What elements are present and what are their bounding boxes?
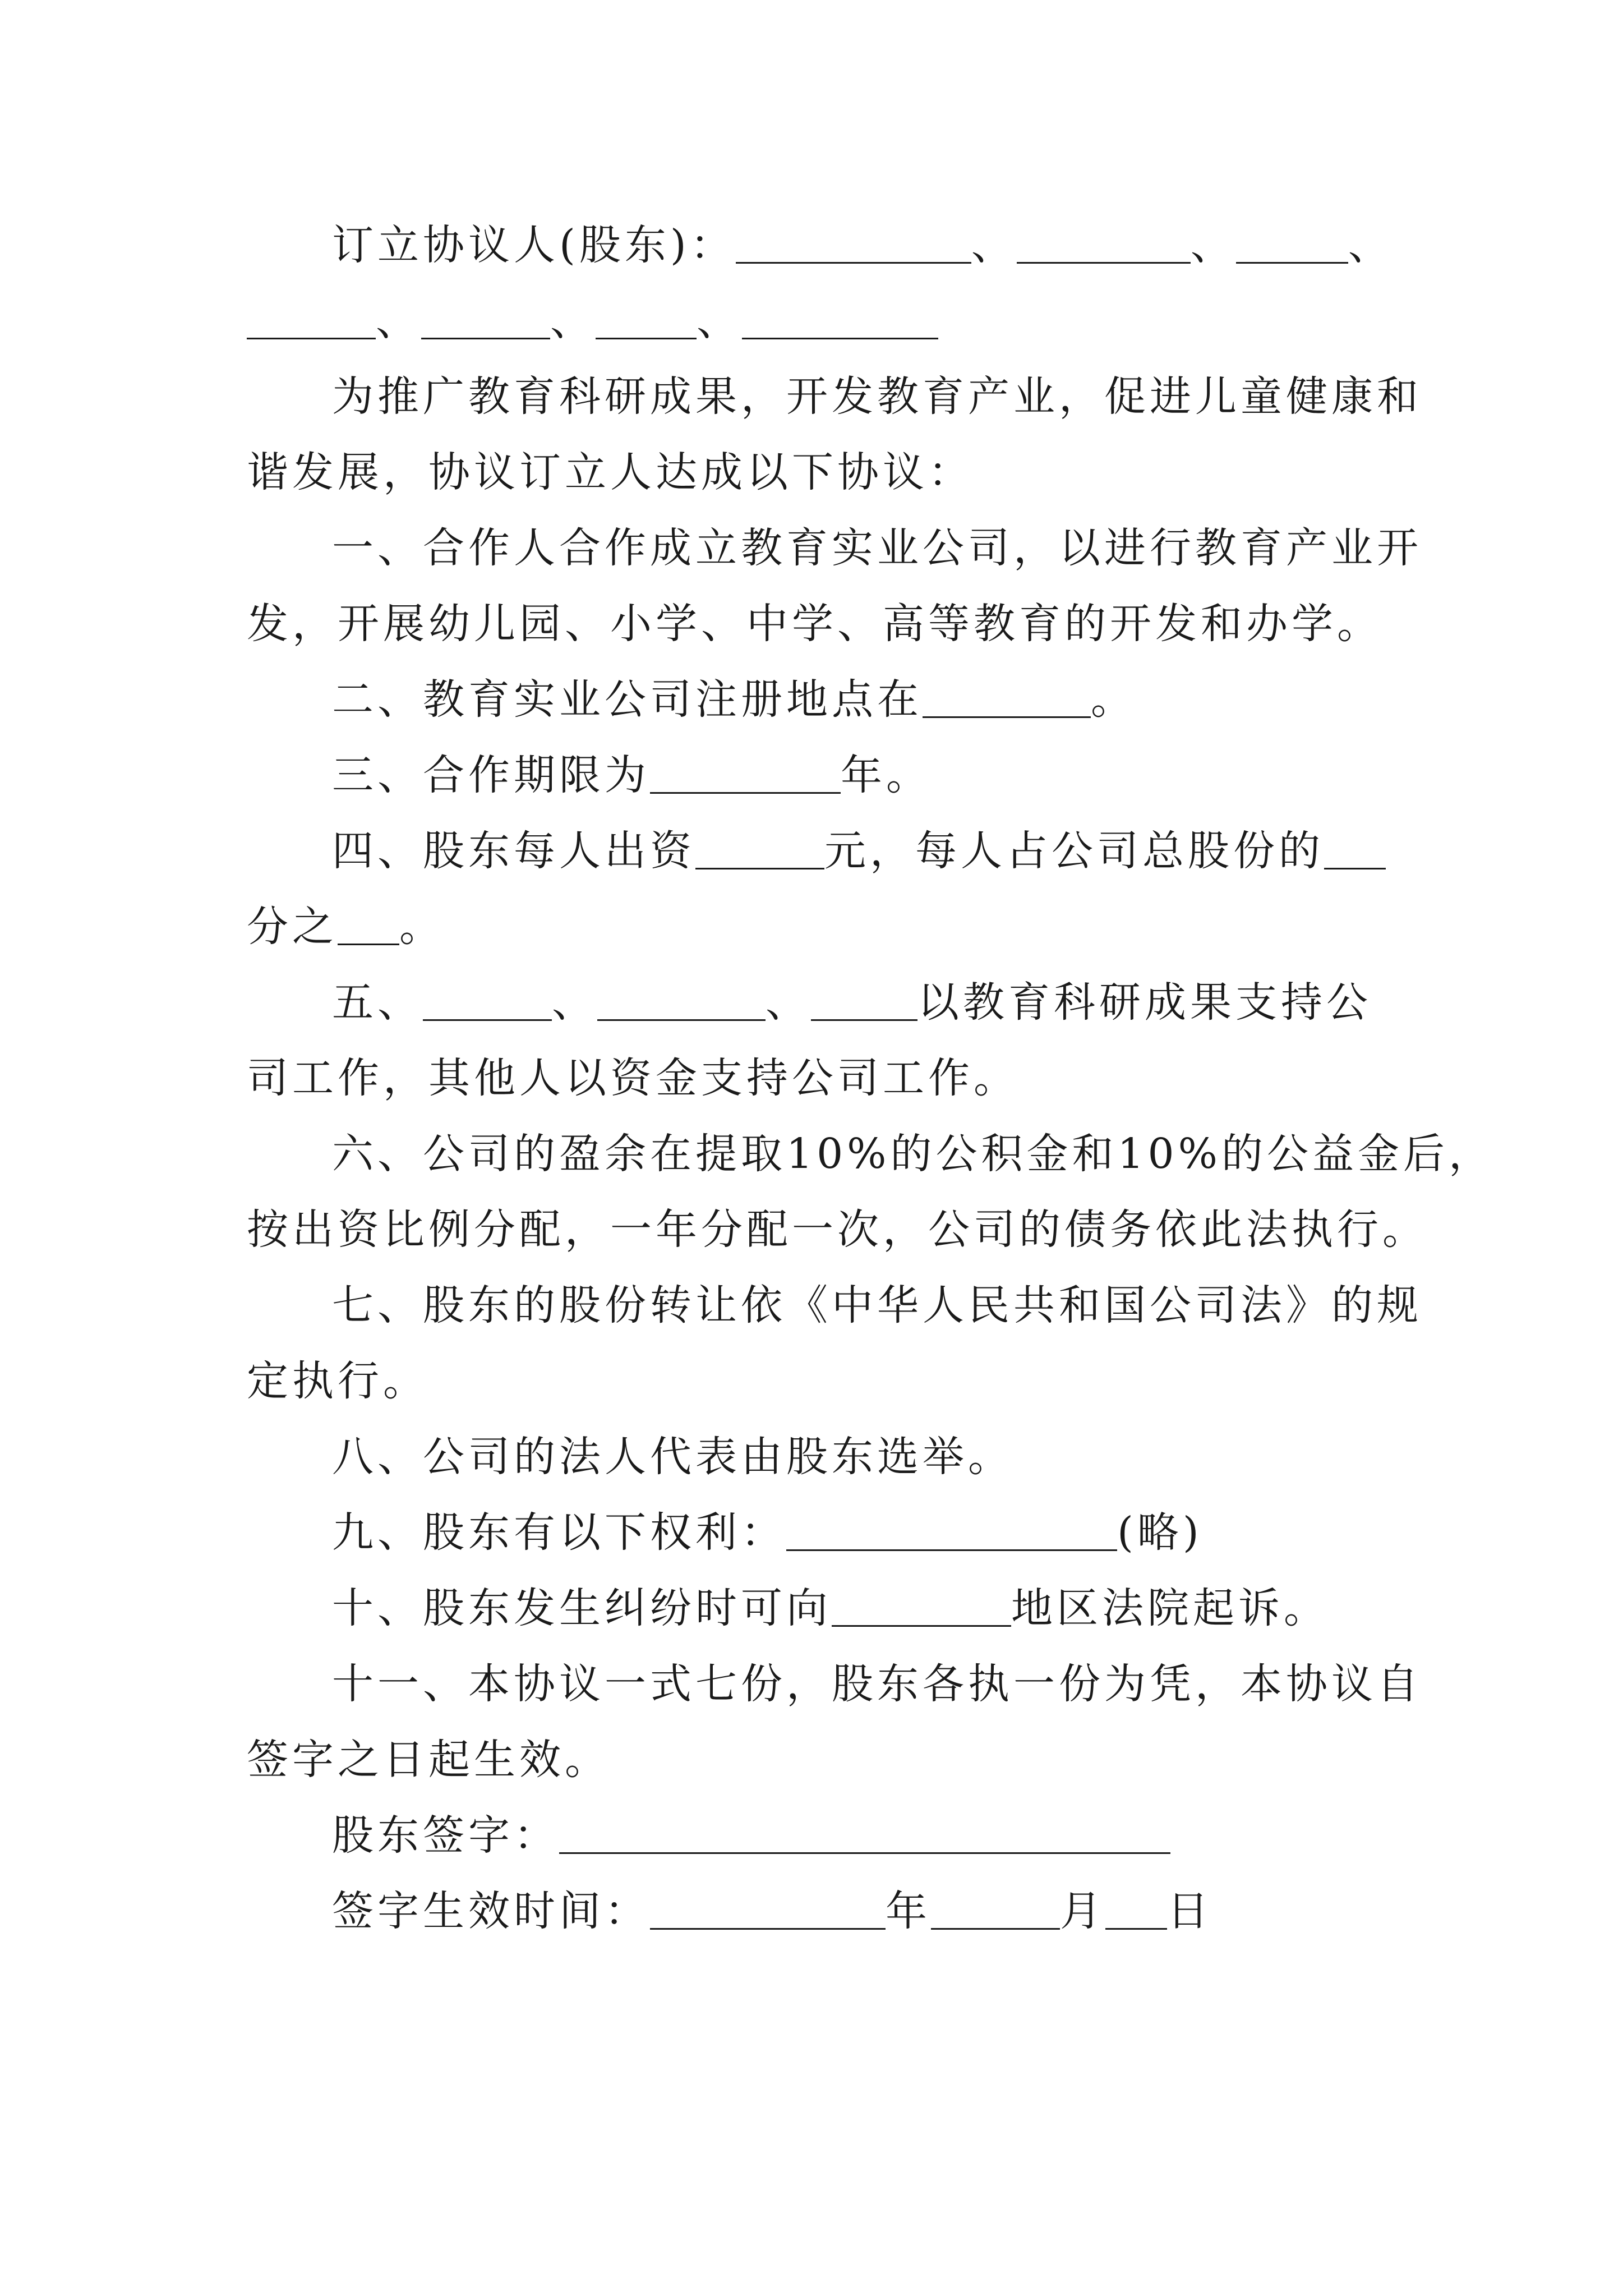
parties-label: 订立协议人(股东)：	[332, 221, 736, 269]
blank-party-4[interactable]	[247, 298, 376, 339]
clause-7-line-2: 定执行。	[247, 1357, 428, 1405]
clause-10	[247, 1571, 1385, 1646]
clause-11-line-2: 签字之日起生效。	[247, 1736, 610, 1784]
clause-10-end: 地区法院起诉。	[1011, 1584, 1329, 1632]
separator: 、	[552, 978, 597, 1027]
clause-4-line-2	[247, 889, 1385, 965]
blank-day[interactable]	[1105, 1889, 1167, 1930]
clause-4-text: 四、股东每人出资	[332, 827, 695, 875]
blank-party-5[interactable]	[421, 298, 550, 339]
blank-contributor-2[interactable]	[597, 980, 766, 1021]
blank-share-numerator[interactable]	[338, 904, 399, 945]
clause-5-text: 以教育科研成果支持公	[917, 978, 1372, 1027]
preamble-line-2: 谐发展，协议订立人达成以下协议：	[247, 448, 974, 496]
clause-7-line-1: 七、股东的股份转让依《中华人民共和国公司法》的规	[332, 1281, 1422, 1329]
separator: 、	[550, 297, 596, 345]
blank-term[interactable]	[650, 753, 841, 794]
clause-3	[247, 738, 1385, 813]
separator: 、	[1348, 221, 1394, 269]
clause-9-omitted: (略)	[1117, 1508, 1203, 1557]
blank-rights[interactable]	[786, 1510, 1117, 1551]
agreement-body	[247, 208, 1494, 1949]
blank-party-1[interactable]	[736, 223, 971, 264]
blank-party-2[interactable]	[1017, 223, 1191, 264]
separator: 、	[697, 297, 742, 345]
clause-4-line-1	[247, 813, 1385, 889]
separator: 、	[971, 221, 1017, 269]
clause-4-text-3: 分之	[247, 903, 338, 951]
blank-party-6[interactable]	[596, 298, 697, 339]
clause-2-text: 二、教育实业公司注册地点在	[332, 675, 923, 724]
separator: 、	[376, 297, 421, 345]
preamble-line-1: 为推广教育科研成果，开发教育产业，促进儿童健康和	[332, 372, 1422, 421]
clause-4-text-2: 元，每人占公司总股份的	[824, 827, 1324, 875]
signature-label: 股东签字：	[332, 1811, 559, 1860]
blank-year[interactable]	[650, 1889, 886, 1930]
clause-3-text: 三、合作期限为	[332, 751, 650, 799]
blank-party-3[interactable]	[1236, 223, 1348, 264]
clause-9-text: 九、股东有以下权利：	[332, 1508, 786, 1557]
parties-line-1	[247, 208, 1394, 283]
clause-5-line-2: 司工作，其他人以资金支持公司工作。	[247, 1054, 1019, 1102]
shareholder-signature-line	[247, 1798, 1385, 1874]
day-label: 日	[1167, 1887, 1212, 1935]
blank-contributor-1[interactable]	[423, 980, 552, 1021]
parties-line-2	[247, 283, 1385, 359]
blank-contributor-3[interactable]	[811, 980, 917, 1021]
separator: 、	[766, 978, 811, 1027]
clause-9	[247, 1495, 1385, 1571]
blank-location[interactable]	[923, 677, 1091, 718]
blank-capital[interactable]	[695, 829, 824, 869]
blank-share-denominator[interactable]	[1324, 829, 1386, 869]
blank-party-7[interactable]	[742, 298, 938, 339]
clause-2-end: 。	[1091, 675, 1136, 724]
clause-2	[247, 662, 1385, 738]
clause-5-line-1	[247, 965, 1385, 1041]
effective-date-label: 签字生效时间：	[332, 1887, 650, 1935]
clause-1-line-1: 一、合作人合作成立教育实业公司，以进行教育产业开	[332, 524, 1422, 572]
clause-4-end: 。	[399, 903, 445, 951]
blank-court-region[interactable]	[832, 1586, 1011, 1627]
year-label: 年	[886, 1887, 931, 1935]
blank-month[interactable]	[931, 1889, 1060, 1930]
clause-3-end: 年。	[841, 751, 932, 799]
clause-1-line-2: 发，开展幼儿园、小学、中学、高等教育的开发和办学。	[247, 600, 1382, 648]
blank-signatures[interactable]	[559, 1813, 1170, 1854]
separator: 、	[1190, 221, 1236, 269]
clause-8: 八、公司的法人代表由股东选举。	[332, 1433, 1013, 1481]
clause-6-line-1: 六、公司的盈余在提取10%的公积金和10%的公益金后，	[332, 1130, 1494, 1178]
clause-5-label: 五、	[332, 978, 423, 1027]
clause-11-line-1: 十一、本协议一式七份，股东各执一份为凭，本协议自	[332, 1660, 1422, 1708]
effective-date-line	[247, 1874, 1385, 1949]
clause-10-text: 十、股东发生纠纷时可向	[332, 1584, 832, 1632]
month-label: 月	[1060, 1887, 1105, 1935]
clause-6-line-2: 按出资比例分配，一年分配一次，公司的债务依此法执行。	[247, 1205, 1428, 1254]
